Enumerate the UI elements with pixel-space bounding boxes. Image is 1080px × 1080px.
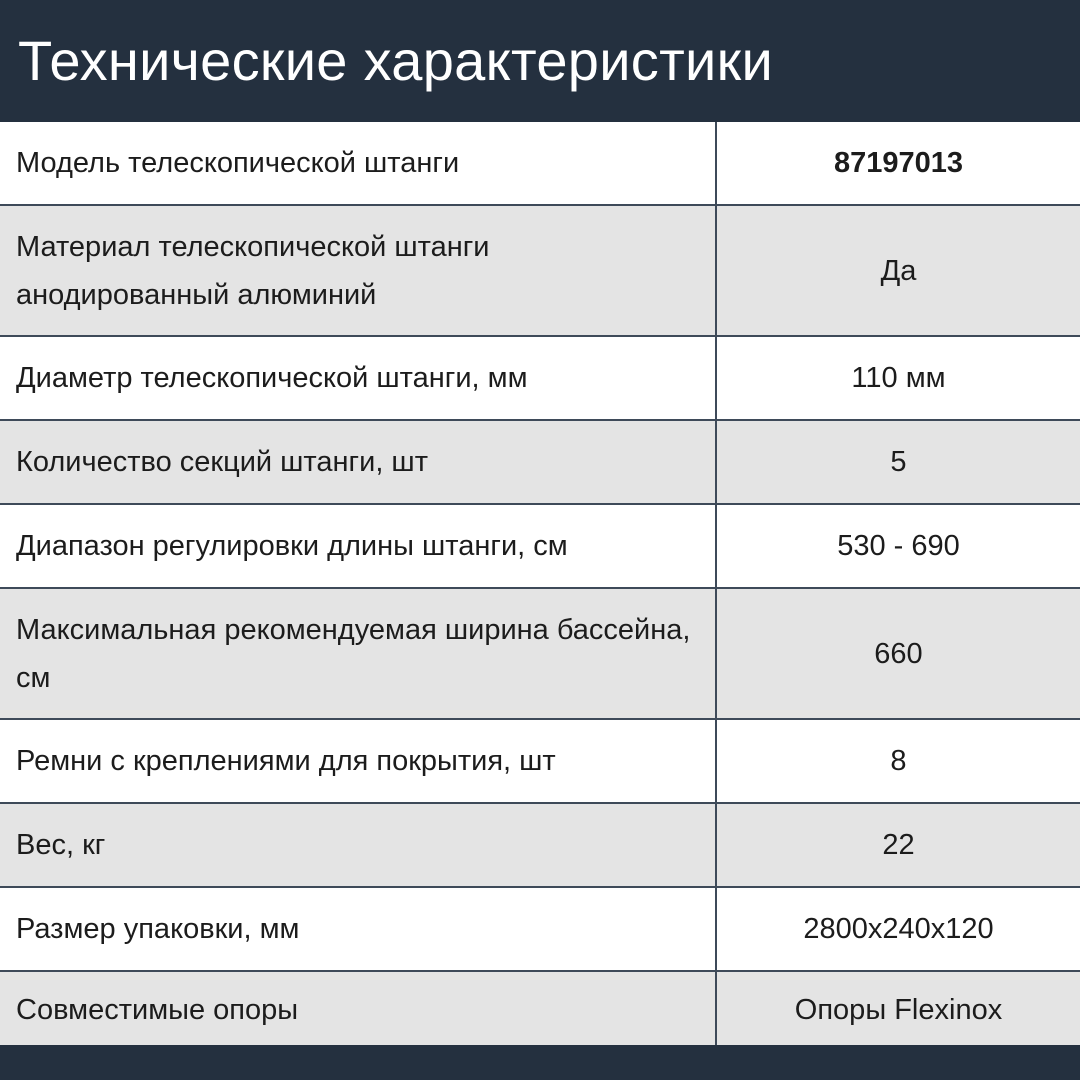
spec-label: Диапазон регулировки длины штанги, см [0, 504, 716, 588]
spec-label: Ремни с креплениями для покрытия, шт [0, 719, 716, 803]
spec-label: Диаметр телескопической штанги, мм [0, 336, 716, 420]
table-row [0, 971, 1080, 1047]
spec-value: 5 [716, 420, 1080, 504]
spec-value: 110 мм [716, 336, 1080, 420]
table-row [0, 122, 1080, 205]
spec-value: 8 [716, 719, 1080, 803]
table-row [0, 887, 1080, 971]
spec-value: 530 - 690 [716, 504, 1080, 588]
spec-label: Вес, кг [0, 803, 716, 887]
spec-value: 660 [716, 588, 1080, 719]
spec-label: Максимальная рекомендуемая ширина бассейна, см [0, 588, 716, 719]
footer-bar [0, 1045, 1080, 1080]
spec-value: 87197013 [716, 122, 1080, 205]
page-title: Технические характеристики [18, 29, 774, 92]
spec-label: Материал телескопической штанги анодированный алюминий [0, 205, 716, 336]
spec-value: Да [716, 205, 1080, 336]
spec-value: Опоры Flexinox [716, 971, 1080, 1047]
spec-label: Размер упаковки, мм [0, 887, 716, 971]
table-row [0, 588, 1080, 719]
table-row [0, 504, 1080, 588]
table-row [0, 205, 1080, 336]
table-row [0, 420, 1080, 504]
table-row [0, 803, 1080, 887]
spec-value: 2800x240x120 [716, 887, 1080, 971]
spec-value: 22 [716, 803, 1080, 887]
spec-label: Совместимые опоры [0, 971, 716, 1047]
specs-table [0, 122, 1080, 1047]
table-row [0, 719, 1080, 803]
spec-label: Количество секций штанги, шт [0, 420, 716, 504]
spec-label: Модель телескопической штанги [0, 122, 716, 205]
table-row [0, 336, 1080, 420]
header-bar [0, 0, 1080, 122]
